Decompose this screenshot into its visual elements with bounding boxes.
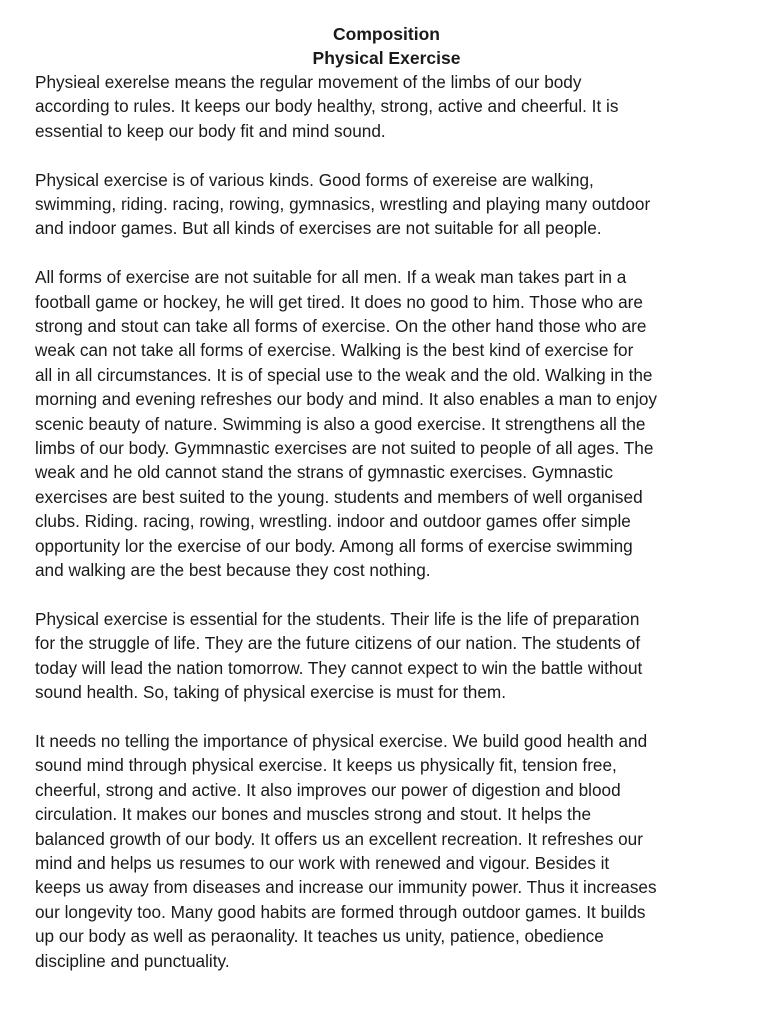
paragraph-kinds: Physical exercise is of various kinds. Good forms of exereise are walking, swimming, riding. racing, rowing, gymnasics, wrestling and playing many outdoor and indoor games. But all kinds of exercises are not suitable for all people. [35, 169, 651, 239]
paragraph-importance: It needs no telling the importance of physical exercise. We build good health and sound mind through physical exercise. It keeps us physically fit, tension free, cheerful, strong and active. It also improves our power of digestion and blood circulation. It makes our bones and muscles strong and stout. It helps the balanced growth of our body. It offers us an excellent recreation. It refreshes our mind and helps us resumes to our work with renewed and vigour. Besides it keeps us away from diseases and increase our immunity power. Thus it increases our longevity too. Many good habits are formed through outdoor games. It builds up our body as well as peraonality. It teaches us unity, patience, obedience discipline and punctuality. [35, 730, 657, 971]
paragraph-definition: Physieal exerelse means the regular movement of the limbs of our body according to rules. It keeps our body healthy, strong, active and cheerful. It is essential to keep our body fit and mind sound. [35, 72, 619, 141]
paragraph-students: Physical exercise is essential for the students. Their life is the life of preparation for the struggle of life. They are the future citizens of our nation. The students of today will lead the nation tomorrow. They cannot expect to win the battle without sound health. So, taking of physical exercise is must for them. [35, 608, 643, 703]
document-title: Physical Exercise [312, 48, 461, 68]
document-heading: Composition [333, 24, 440, 44]
paragraph-suitability: All forms of exercise are not suitable for all men. If a weak man takes part in a football game or hockey, he will get tired. It does no good to him. Those who are strong and stout can take all forms of exercise. On the other hand those who are weak can not take all forms of exercise. Walking is the best kind of exercise for all in all circumstances. It is of special use to the weak and the old. Walking in the morning and evening refreshes our body and mind. It also enables a man to enjoy scenic beauty of nature. Swimming is also a good exercise. It strengthens all the limbs of our body. Gymmnastic exercises are not suited to people of all ages. The weak and he old cannot stand the strans of gymnastic exercises. Gymnastic exercises are best suited to the young. students and members of well organised clubs. Riding. racing, rowing, wrestling. indoor and outdoor games offer simple opportunity lor the exercise of our body. Among all forms of exercise swimming and walking are the best because they cost nothing. [35, 267, 657, 581]
document-body [35, 70, 738, 973]
